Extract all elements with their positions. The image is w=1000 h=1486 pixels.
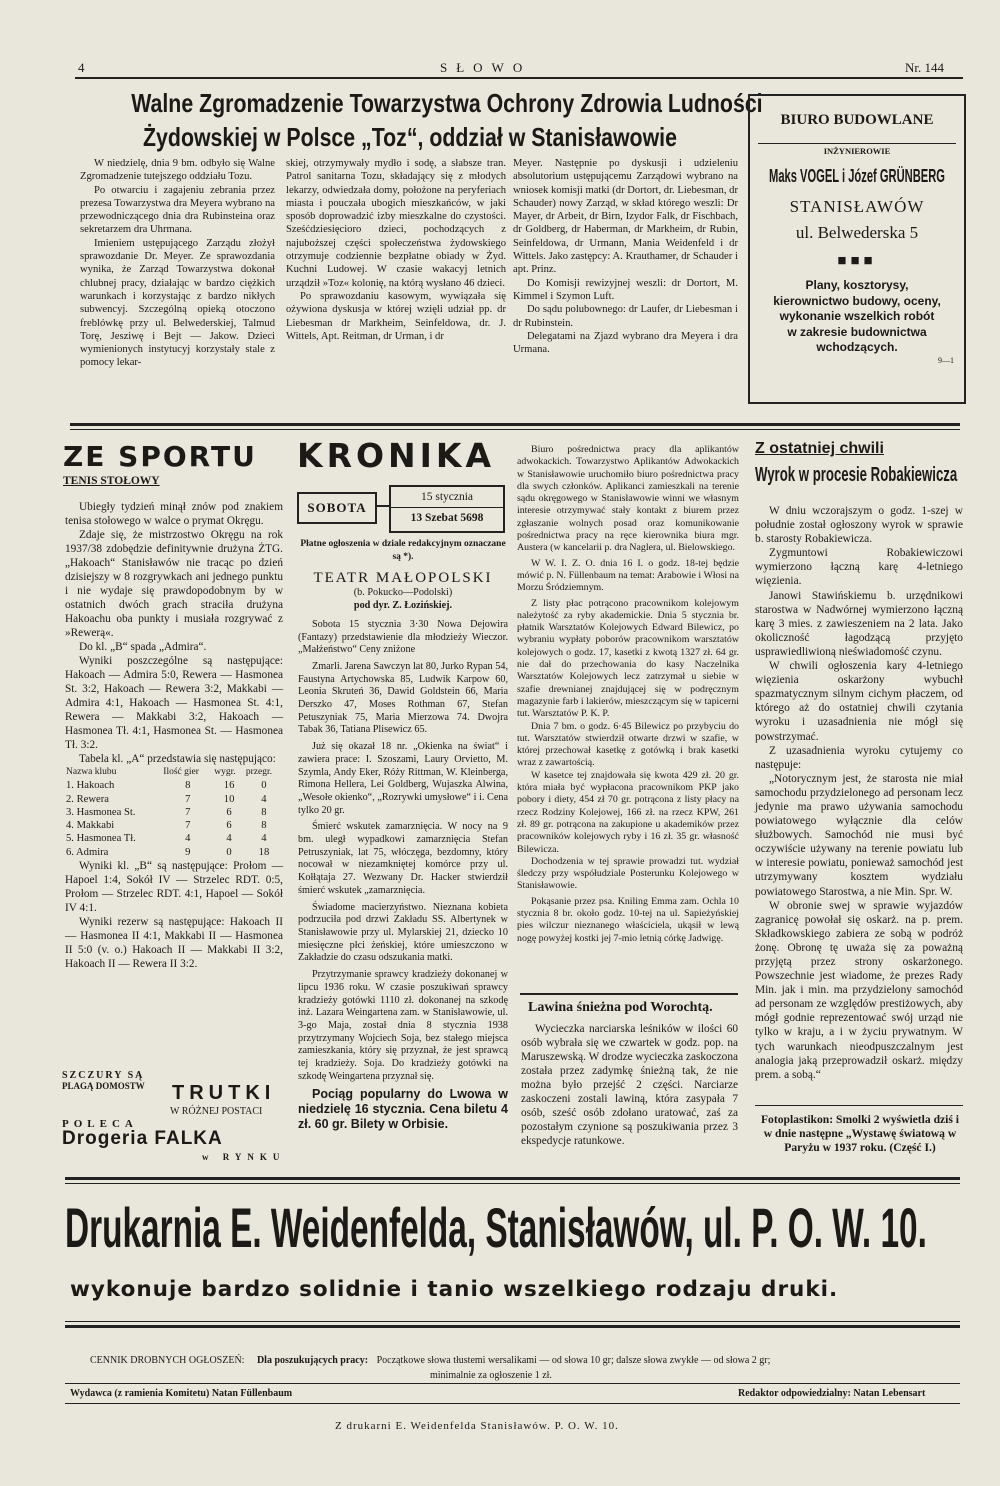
paragraph: Zdaje się, że mistrzostwo Okręgu na rok 1937/38 zdobędzie definitywnie drużyna ŻTG. „Hakoach“ Stanisławów nie tracąc po dzień dzisiejszy w 8 rozgrywkach ani jednego punktu i nie wydaje się prawdopodobnym by w ostatnich dwóch grach straciła drużyna Hakoachu oba punkty i musiała rozgrywać z »Rewerą«. xyxy=(65,529,283,639)
page-number: 4 xyxy=(78,60,85,75)
ad-biuro-code: 9—1 xyxy=(938,355,954,365)
table-header: przegr. xyxy=(245,767,273,777)
section-rule xyxy=(65,1321,960,1322)
ad-biuro-line: Plany, kosztorysy, xyxy=(805,278,909,292)
ad-trutki xyxy=(62,1070,287,1162)
table-cell: 2. Rewera xyxy=(66,793,109,805)
ad-biuro-city: STANISŁAWÓW xyxy=(789,197,925,216)
paragraph: Po otwarciu i zagajeniu zebrania przez prezesa Towarzystwa dra Meyera wybrano na przewodniczącego dnia dra Rubinsteina oraz sekretarzem dra Uhrmana. xyxy=(80,184,275,236)
paragraph: skiej, otrzymywały mydło i sodę, a słabsze tran. Patrol sanitarna Tozu, składający się z młodych lekarzy, odwiedzała domy, położone na peryferiach miasta i pouczała ubogich mieszkańców, w jaki sposób doprowadzić izby mieszkalne do czystości. Sześćdziesięcioro dzieci, pochodzących z najuboższej części społeczeństwa żydowskiego otrzymuje codziennie bezpłatne obiady w Żyd. Kuchni Ludowej. W czasie wakacyj letnich urządził »Toz« kolonię, na którą wysłano 46 dzieci. xyxy=(286,158,506,289)
cennik-label: CENNIK DROBNYCH OGŁOSZEŃ: xyxy=(90,1355,245,1366)
table-cell: 0 xyxy=(226,846,232,858)
ad-biuro-line: kierownictwo budowy, oceny, xyxy=(773,293,941,308)
ad-drukarnia-line1: Drukarnia E. Weidenfelda, Stanisławów, ul. P. O. W. 10. xyxy=(65,1196,927,1259)
ad-biuro-line: w zakresie budownictwa xyxy=(787,324,927,339)
paragraph: Śmierć wskutek zamarznięcia. W nocy na 9 bm. uległ wypadkowi zamarznięcia Stefan Petruszyniak, lat 75, włóczęga, bezdomny, który nocował w niezamkniętej komórce przy ul. Kołłątaja 27. Wezwany Dr. Hacker stwierdził śmierć wskutek „zamarznięcia. xyxy=(298,821,508,896)
table-cell: 8 xyxy=(261,806,267,818)
section-rule xyxy=(70,429,960,430)
ad-drukarnia-line2: wykonuje bardzo solidnie i tanio wszelkiego rodzaju druki. xyxy=(70,1277,839,1302)
ad-trutki-big: TRUTKI xyxy=(172,1082,276,1104)
table-header: wygr. xyxy=(214,767,236,777)
ad-biuro-budowlane xyxy=(748,94,966,404)
paragraph: Pociąg popularny do Lwowa w niedzielę 16 stycznia. Cena biletu 4 zł. 60 gr. Bilety w Orbisie. xyxy=(298,1087,508,1132)
paragraph: Po sprawozdaniu kasowym, wywiązała się ożywiona dyskusja w której wzięli udział pp. dr Liebesman dr Markheim, Seinfeldowa, dr. J. Wittels, Apt. Reitman, dr Urman, i dr xyxy=(286,290,506,342)
ostatniej-body xyxy=(755,504,963,1081)
cennik-text: Początkowe słowa tłustemi wersalikami — od słowa 10 gr; dalsze słowa zwykłe — od słowa 2 gr; xyxy=(376,1355,771,1366)
newspaper-name: SŁOWO xyxy=(440,60,532,75)
footer-editor: Redaktor odpowiedzialny: Natan Lebensart xyxy=(738,1388,926,1399)
ad-biuro-title: BIURO BUDOWLANE xyxy=(780,112,934,128)
kronika-body xyxy=(298,538,508,1132)
news-column xyxy=(517,444,739,989)
section-rule xyxy=(755,1105,963,1106)
section-rule xyxy=(70,423,960,426)
table-cell: 9 xyxy=(185,846,191,858)
footer-publisher: Wydawca (z ramienia Komitetu) Natan Füllenbaum xyxy=(70,1388,293,1399)
kronika-date: 15 stycznia xyxy=(420,491,474,503)
ad-biuro-names: Maks VOGEL i Józef GRÜNBERG xyxy=(769,166,945,186)
footer-print: Z drukarni E. Weidenfelda Stanisławów. P. O. W. 10. xyxy=(335,1420,619,1432)
ad-trutki-rynek: w RYNKU xyxy=(202,1152,286,1162)
league-table xyxy=(65,766,283,859)
table-row xyxy=(65,806,283,819)
paragraph: W chwili ogłoszenia kary 4-letniego więzienia oskarżony wybuchł spazmatycznym silnym cichym płaczem, od którego aż do ostatniej chwili czytania wyroku i uzasadnienia nie mógł się powstrzymać. xyxy=(755,660,963,743)
ad-trutki-poleca: POLECA xyxy=(62,1118,138,1130)
section-rule xyxy=(65,1183,960,1184)
kronika-date-box xyxy=(297,485,505,535)
table-cell: 8 xyxy=(185,780,191,792)
paragraph: Zmarli. Jarena Sawczyn lat 80, Jurko Rypan 54, Faustyna Artychowska 85, Ludwik Karpow 60, Leonia Skruteń 36, Dawid Goldstein 66, Maria Derszko 47, Moses Rothman 67, Stefan Petuszyniak 75, Maria Mierzowa 74. Dwojra Tabak 36, Tatiana Plisewicz 65. xyxy=(298,660,508,736)
fotoplastikon xyxy=(757,1113,963,1165)
ad-trutki-shop: Drogeria FALKA xyxy=(62,1128,223,1149)
paragraph: Meyer. Następnie po dyskusji i udzieleniu absolutorium ustępującemu Zarządowi wybrano na wniosek komisji matki (dr Dortort, dr. Liebesman, dr Schauder) nowy Zarząd, w skład którego weszli: Dr Mayer, dr Arbeit, dr Birn, Izydor Falk, dr Fischbach, dr Goldberg, dr Haberman, dr Markheim, dr Rubin, Seinfeldowa, dr Urmann, Mania Weidenfeld i dr Wittels. Jako zastępcy: A. Krauthamer, dr Schauder i apt. Prinz. xyxy=(513,158,738,276)
main-article-col2 xyxy=(286,157,506,407)
header-rule xyxy=(75,77,963,79)
main-article xyxy=(70,86,763,154)
table-row xyxy=(65,793,283,806)
table-cell: 7 xyxy=(185,793,191,805)
table-cell: 18 xyxy=(258,846,270,858)
lawina-title: Lawina śnieżna pod Worochtą. xyxy=(528,1000,713,1015)
paragraph: Wycieczka narciarska leśników w ilości 60 osób wybrała się we czwartek w godz. pop. na Maruszewską. W drodze wycieczka zaskoczona została przez zadymkę śnieżną tak, że nie można było przejść 2 części. Narciarze zaskoczeni zostali lawiną, która zasypała 7 osób, sześć osób zdołano uratować, zaś za pozostałym czynione są poszukiwania przez 3 ekspedycje ratunkowe. xyxy=(521,1023,738,1147)
paragraph: W W. I. Z. O. dnia 16 I. o godz. 18-tej będzie mówić p. N. Füllenbaum na temat: Arabowie i Włosi na Morzu Śródziemnym. xyxy=(517,557,739,594)
paragraph: Z listy płac potrącono pracownikom kolejowym należytość za ryby akademickie. Dnia 5 stycznia br. płatnik Warsztatów Kolejowych Edward Bilewicz, po wybraniu wypłaty poborów pracownikom warsztatów kolejowych o godz. 17, kasetki z kwotą 1327 zł. 64 gr. nie dał do przechowania do kasy Naczelnika Warsztatów Kolejowych lecz zatrzymał u siebie w szafie drewnianej znajdującej się w podręcznym magazynie farb i lakierów, mieszczącym się w tapicerni tut. Warsztatów P. K. P. xyxy=(517,597,739,720)
ad-biuro-sub: INŻYNIEROWIE xyxy=(823,146,891,156)
kronika-notice: Płatne ogłoszenia w dziale redakcyjnym oznaczane są *). xyxy=(300,539,506,562)
cennik-min: minimalnie za ogłoszenie 1 zł. xyxy=(430,1370,552,1381)
paragraph: W obronie swej w sprawie wyjazdów zagranicę powołał się oskarż. na p. prem. Składkowskiego zabiera ze sobą w podróż żonę. Obronę tę uważa się za poważną przyjętą przez strony oskarżonego. Powszechnie jest wiadome, że prezes Rady Min. jak i min. ma przydzielony samochód ad personam ze względów prestiżowych, aby mógł godnie reprezentować swój urząd nie tylko w kraju, a i w życiu prywatnym. W tych warunkach nieodpuszczalnym jest analogia jaką przeprowadził oskarż. między prem. a sobą.“ xyxy=(755,899,963,1081)
sport-body xyxy=(65,500,283,1060)
paragraph: Zygmuntowi Robakiewiczowi wymierzono łączną karę 4-letniego więzienia. xyxy=(755,547,963,588)
table-cell: 4. Makkabi xyxy=(66,820,115,832)
table-cell: 0 xyxy=(261,780,267,792)
paragraph: Do Komisji rewizyjnej weszli: dr Dortort, M. Kimmel i Szymon Luft. xyxy=(513,277,738,302)
paragraph: Delegatami na Zjazd wybrano dra Meyera i dra Urmana. xyxy=(513,330,738,356)
ostatniej-heading: Z ostatniej chwili xyxy=(755,440,884,457)
ostatniej-subhead: Wyrok w procesie Robakiewicza xyxy=(755,464,958,486)
teatr-dyr: pod dyr. Z. Łozińskiej. xyxy=(353,600,453,612)
paragraph: Wyniki rezerw są następujące: Hakoach II — Hasmonea II 4:1, Makkabi II — Hasmonea II 5:0 (v. o.) Hakoach II — Makkabi II 3:2, Hakoach II — Rewera II 3:2. xyxy=(65,916,283,971)
main-article-col1 xyxy=(80,157,275,407)
paragraph: Już się okazał 18 nr. „Okienka na świat“ i zawiera prace: I. Szoszami, Laury Orvietto, M. Szymla, Andy Eker, Róży Rittman, W. Kleinberga, Rimona Hellera, Lei Goldberg, Wujaszka Alwina, „Wesołe okienko“, „Rozrywki umysłowe“ i i. Cena tylko 20 gr. xyxy=(298,741,508,816)
paragraph: Ubiegły tydzień minął znów pod znakiem tenisa stołowego w walce o prymat Okręgu. xyxy=(65,501,283,527)
table-cell: 5. Hasmonea Tł. xyxy=(66,833,136,845)
section-rule xyxy=(65,1403,960,1404)
section-rule xyxy=(65,1177,960,1180)
teatr-title: TEATR MAŁOPOLSKI xyxy=(313,570,493,587)
table-row xyxy=(65,819,283,832)
table-cell: 3. Hasmonea St. xyxy=(66,806,136,818)
paragraph: Wyniki poszczególne są następujące: Hakoach — Admira 5:0, Rewera — Hasmonea St. 3:2, Hakoach — Rewera 3:2, Makkabi — Admira 4:1, Hakoach — Hasmonea St. 4:1, Rewera — Makkabi 3:2, Hakoach — Hasmonea Tł. 4:1, Hasmonea St. — Hasmonea Tł. 3:2. xyxy=(65,655,283,751)
ad-biuro-address: ul. Belwederska 5 xyxy=(795,223,919,242)
table-cell: 7 xyxy=(185,806,191,818)
ad-biuro-line: wchodzących. xyxy=(816,340,898,354)
paragraph: Dochodzenia w tej sprawie prowadzi tut. wydział śledczy przy współudziale Posterunku Kolejowego w Stanisławowie. xyxy=(517,855,739,892)
paragraph: Tabela kl. „A“ przedstawia się następująco: xyxy=(79,753,276,765)
teatr-sub: (b. Pokucko—Podolski) xyxy=(353,587,453,599)
issue-number: Nr. 144 xyxy=(905,60,944,75)
kronika-dates xyxy=(389,485,505,533)
table-row xyxy=(65,779,283,792)
paragraph: W niedzielę, dnia 9 bm. odbyło się Walne Zgromadzenie tutejszego oddziału Tozu. xyxy=(80,158,275,183)
sport-heading: ZE SPORTU xyxy=(63,440,257,473)
paragraph: W dniu wczorajszym o godz. 1-szej w południe został ogłoszony wyrok w sprawie b. starosty Robakiewicza. xyxy=(755,505,963,546)
table-cell: 8 xyxy=(261,820,267,832)
kronika-date: 13 Szebat 5698 xyxy=(391,507,503,528)
paragraph: Świadome macierzyństwo. Nieznana kobieta podrzuciła pod drzwi Zakładu SS. Albertynek w Stanisławowie przy ul. Mylarskiej 21, dziecko 10 miesięczne płci żeńskiej, które umieszczono w Zakładzie do czasu odszukania matki. xyxy=(298,901,508,964)
table-cell: 4 xyxy=(261,793,267,805)
table-header: Ilość gier xyxy=(163,767,199,777)
paragraph: Wyniki kl. „B“ są następujące: Prołom — Hapoel 1:4, Sokół IV — Strzelec RDT. 0:5, Prołom — Strzelec RDT. 4:1, Hapoel — Sokół IV 4:1. xyxy=(65,860,283,915)
table-row xyxy=(65,832,283,845)
paragraph: Do kl. „B“ spada „Admira“. xyxy=(79,641,207,653)
cennik-for: Dla poszukujących pracy: xyxy=(256,1355,369,1366)
paragraph: „Notorycznym jest, że starosta nie miał samochodu przydzielonego ad personam lecz jedynie ma prawo używania samochodu powiatowego wyłącznie dla celów służbowych. Samochód nie musi być oczywiście używany na terenie powiatu lub w interesie powiatu, ponieważ samochód jest utrzymywany kosztem wydziału powiatowego Starostwa, a nie Min. Spr. W. xyxy=(755,772,963,898)
ostatniej-section xyxy=(755,440,965,487)
ad-biuro-ornament: ■■■ xyxy=(837,253,877,269)
paragraph: Przytrzymanie sprawcy kradzieży dokonanej w lipcu 1936 roku. W czasie poszukiwań sprawcy kradzieży gotówki 1110 zł. dokonanej na szkodę inż. Lazara Weingartena zam. w Stanisławowie, ul. 3-go Maja, został dnia 8 stycznia 1938 przytrzymany Wojciech Soja, bez stałego miejsca zamieszkania, który się przyznał, że jest sprawcą tej kradzieży. Soja. Do kradzieży gotówki na szkodę Weingartena przyznał się. xyxy=(298,969,508,1082)
paragraph: W kasetce tej znajdowała się kwota 429 zł. 20 gr. która miała być wypłacona pracownikom PKP jako pobory i diety, 454 zł 70 gr. potrącona z listy płacy na rzecz Rodziny Kolejowej, 166 zł. na rzecz KPW, 261 zł. 89 gr. potrącona na zakupione u akademików przez pracowników kolejowych ryby i 16 zł. 35 gr. własność Bilewicza. xyxy=(517,769,739,855)
section-rule xyxy=(520,993,738,995)
main-title-line2: Żydowskiej w Polsce „Toz“, oddział w Stanisławowie xyxy=(143,122,677,152)
sport-subhead: TENIS STOŁOWY xyxy=(63,475,160,487)
table-cell: 4 xyxy=(226,833,232,845)
table-cell: 4 xyxy=(261,833,267,845)
section-rule xyxy=(65,1325,960,1328)
section-rule xyxy=(65,1383,960,1384)
paragraph: Pokąsanie przez psa. Kniling Emma zam. Ochla 10 stycznia 8 br. około godz. 10-tej na ul. Sapieżyńskiej pies wilczur nieznanego właściciela, ukąsił w lewą nogę powyżej kostki jej 7-mio letnią córkę Jadwigę. xyxy=(517,895,739,944)
table-cell: 6 xyxy=(226,820,232,832)
table-cell: 4 xyxy=(185,833,191,845)
kronika-day: SOBOTA xyxy=(297,492,377,524)
table-cell: 7 xyxy=(185,820,191,832)
table-cell: 10 xyxy=(223,793,235,805)
sport-section xyxy=(63,440,293,487)
ad-trutki-line: PLAGĄ DOMOSTW xyxy=(62,1081,145,1091)
paragraph: Imieniem ustępującego Zarządu złożył sprawozdanie Dr. Meyer. Ze sprawozdania wynika, że Zarząd Towarzystwa dokonał chlubnej pracy, działając w bardzo ciężkich warunkach i korzystając z bardzo nikłych subwencyj. Szczególną opieką otoczono freblówkę przy ul. Belwederskiej, Talmud Torę, Jesziwę i Bejt — Jakow. Dzieci wymienionych instytucyj korzystały stale z pomocy lekar- xyxy=(80,237,275,369)
main-title-line1: Walne Zgromadzenie Towarzystwa Ochrony Zdrowia Ludności xyxy=(131,88,763,118)
kronika-heading: KRONIKA xyxy=(297,436,496,475)
cennik xyxy=(90,1355,970,1366)
paragraph: Dnia 7 bm. o godz. 6·45 Bilewicz po przybyciu do tut. Warsztatów stwierdził otwarte drzwi w szafie, w której przechował kasetkę z gotówką i brak kasetki wraz z zawartością. xyxy=(517,720,739,769)
paragraph: Fotoplastikon: Smolki 2 wyświetla dziś i w dnie następne „Wystawę światową w Paryżu w 1937 roku. (Część I.) xyxy=(760,1113,960,1154)
ad-biuro-line: wykonanie wszelkich robót xyxy=(779,309,935,323)
paragraph: Sobota 15 stycznia 3·30 Nowa Dejowira (Fantazy) przedstawienie dla młodzieży Wieczor. „Małżeństwo“ Ceny zniżone xyxy=(298,618,508,656)
table-cell: 6 xyxy=(226,806,232,818)
kronika-section xyxy=(297,436,507,475)
table-cell: 16 xyxy=(223,780,235,792)
main-article-col3 xyxy=(513,157,738,407)
ad-trutki-line: SZCZURY SĄ xyxy=(62,1070,145,1081)
paragraph: Do sądu polubownego: dr Laufer, dr Liebesman i dr Rubinstein. xyxy=(513,304,738,329)
paragraph: Janowi Stawińskiemu b. urzędnikowi starostwa w Nadwórnej wymierzono łączną karę 3 mies. z zawieszeniem na 2 lata. Jako okoliczność łagodzącą przyjęto usprawiedliwioną nieświadomość czynu. xyxy=(755,589,963,658)
ad-drukarnia xyxy=(65,1196,960,1276)
lawina-body xyxy=(521,1022,738,1162)
table-header: Nazwa klubu xyxy=(66,767,117,777)
ad-trutki-sub: W RÓŻNEJ POSTACI xyxy=(170,1106,263,1117)
paragraph: Z uzasadnienia wyroku cytujemy co następuje: xyxy=(755,744,963,771)
table-row xyxy=(65,846,283,859)
table-cell: 6. Admira xyxy=(66,846,109,858)
table-cell: 1. Hakoach xyxy=(66,780,115,792)
paragraph: Biuro pośrednictwa pracy dla aplikantów adwokackich. Towarzystwo Aplikantów Adwokackich w Stanisławowie uruchomiło biuro pośrednictwa pracy dla swych członków. Aplikanci zamieszkali na terenie sądu okręgowego w Stanisławowie winni we własnym interesie otrzymywać stały kontakt z biurem przez zgłaszanie wolnych posad oraz komunikowanie pośrednictwa pracy na ręce kierownika biura mgr. Austera (w kancelarii p. dra Naglera, ul. Bielowskiego. xyxy=(517,444,739,554)
